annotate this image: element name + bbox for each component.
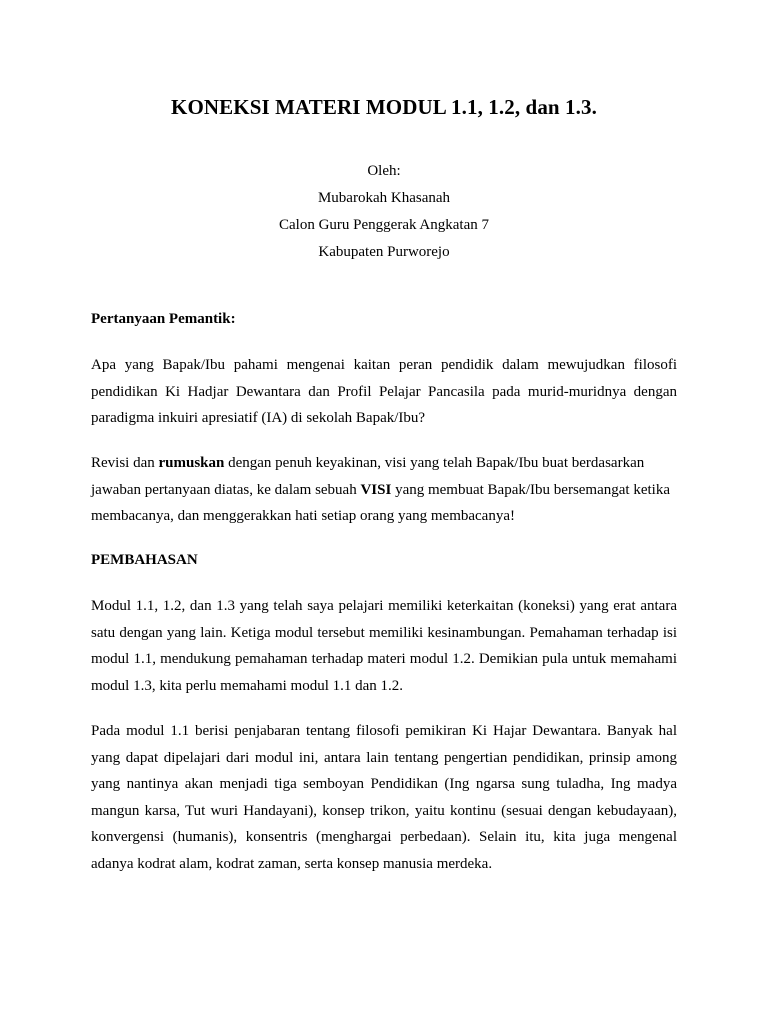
author-region: Kabupaten Purworejo [318,244,450,260]
instruction-text-3: yang membuat Bapak/Ibu bersemangat ketika membacanya, dan menggerakkan hati setiap orang yang membacanya! [91,481,670,524]
instruction-text-2: dengan penuh keyakinan, visi yang telah Bapak/Ibu buat berdasarkan jawaban pertanyaan diatas, ke dalam sebuah [91,455,645,498]
instruction-bold-visi: VISI [360,481,392,498]
discussion-paragraph-1: Modul 1.1, 1.2, dan 1.3 yang telah saya pelajari memiliki keterkaitan (koneksi) yang erat antara satu dengan yang lain. Ketiga modul tersebut memiliki kesinambungan. Pemahaman terhadap isi modul 1.1, mendukung pemahaman terhadap materi modul 1.2. Demikian pula untuk memahami modul 1.3, kita perlu memahami modul 1.1 dan 1.2. [91,598,677,694]
author-role: Calon Guru Penggerak Angkatan 7 [279,217,489,233]
discussion-heading: PEMBAHASAN [91,552,198,568]
author-block [0,158,768,266]
instruction-paragraph [91,450,677,530]
discussion-paragraph-2: Pada modul 1.1 berisi penjabaran tentang filosofi pemikiran Ki Hajar Dewantara. Banyak hal yang dapat dipelajari dari modul ini, antara lain tentang pengertian pendidikan, prinsip among yang nantinya akan menjadi tiga semboyan Pendidikan (Ing ngarsa sung tuladha, Ing madya mangun karsa, Tut wuri Handayani), konsep trikon, yaitu kontinu (sesuai dengan kebudayaan), konvergensi (humanis), konsentris (menghargai perbedaan). Selain itu, kita juga mengenal adanya kodrat alam, kodrat zaman, serta konsep manusia merdeka. [91,723,677,872]
instruction-text-1: Revisi dan [91,455,159,471]
by-label: Oleh: [367,163,401,179]
author-name: Mubarokah Khasanah [317,190,451,206]
trigger-question-paragraph: Apa yang Bapak/Ibu pahami mengenai kaitan peran pendidik dalam mewujudkan filosofi pendidikan Ki Hadjar Dewantara dan Profil Pelajar Pancasila pada murid-muridnya dengan paradigma inkuiri apresiatif (IA) di sekolah Bapak/Ibu? [91,357,677,426]
document-title: KONEKSI MATERI MODUL 1.1, 1.2, dan 1.3. [171,95,597,119]
trigger-question-heading: Pertanyaan Pemantik: [91,311,236,327]
instruction-bold-rumuskan: rumuskan [158,455,225,471]
